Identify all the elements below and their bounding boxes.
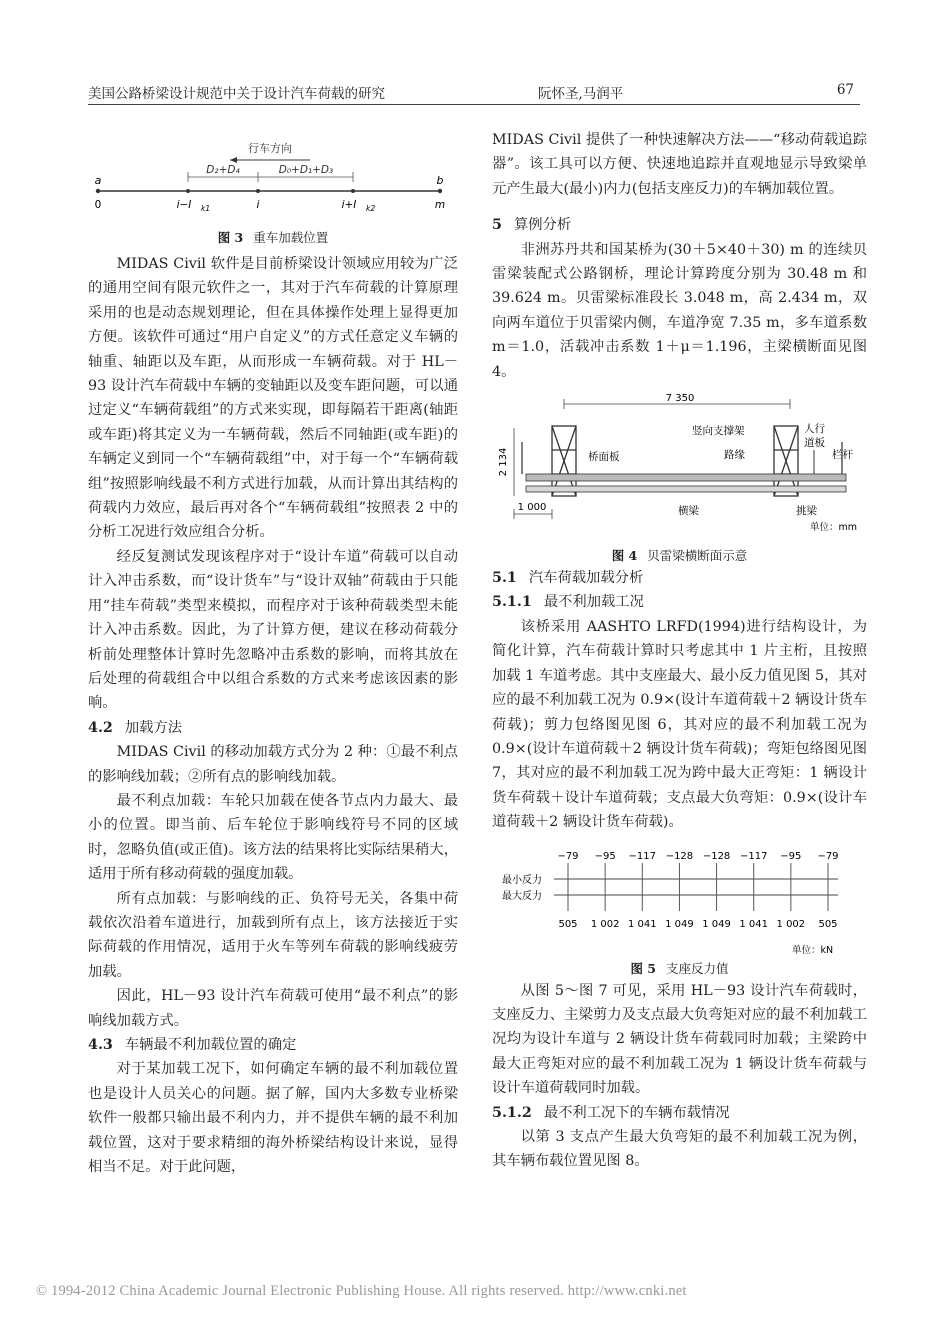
figure-3: [88, 128, 458, 228]
label-rail: 栏杆: [832, 449, 853, 462]
label-cross-beam: 横梁: [678, 505, 699, 518]
label-max-reaction: 最大反力: [502, 890, 542, 902]
figure-3-number: 图 3: [217, 230, 244, 245]
label-min-reaction: 最小反力: [502, 874, 542, 886]
paragraph: MIDAS Civil 提供了一种快速解决方法——“移动荷载追踪器”。该工具可以方便、快速地追踪并直观地显示导致梁单元产生最大(最小)内力(包括支座反力)的车辆加载位置。: [492, 132, 867, 197]
tick-i-minus-sub: k1: [201, 204, 211, 213]
max-reaction-value: 505: [818, 918, 838, 930]
direction-arrow-head: [230, 157, 237, 163]
label-walk-1: 人行: [804, 423, 825, 436]
max-reaction-value: 1 049: [665, 918, 694, 930]
min-reaction-value: −117: [739, 850, 768, 862]
figure-3-diagram: [88, 128, 458, 224]
left-column: [88, 128, 458, 1179]
figure-5-diagram: [492, 841, 867, 959]
min-reaction-value: −128: [702, 850, 731, 862]
section-heading-5-1-1: 5.1.1 最不利加载工况: [492, 594, 644, 611]
min-reaction-value: −79: [557, 850, 579, 862]
figure-4-diagram: [492, 390, 867, 546]
deck-slab: [526, 474, 846, 481]
figure-5: [492, 841, 867, 959]
section-heading-5: 5 算例分析: [492, 217, 572, 234]
label-walk-2: 道板: [804, 437, 825, 450]
unit-label: 单位：mm: [810, 522, 858, 534]
max-reaction-value: 1 002: [590, 918, 620, 930]
unit-label: 单位：kN: [792, 944, 834, 956]
paragraph: 经反复测试发现该程序对于“设计车道”荷载可以自动计入冲击系数，而“设计货车”与“设计双轴”荷载由于只能用“挂车荷载”类型来模拟，而程序对于该种荷载类型未能计入冲击系数。因此，为了计算方便，建议在移动荷载分析前处理整体计算时先忽略冲击系数的影响，而将其放在后处理的荷载组合中以组合系数的方式来考虑该因素的影响。: [88, 548, 458, 712]
paragraph: 最不利点加载：车轮只加载在使各节点内力最大、最小的位置。即当前、后车轮位于影响线符号不同的区域时，忽略负值(或正值)。该方法的结果将比实际结果稍大，适用于所有移动荷载的强度加载。: [88, 792, 458, 883]
max-reaction-value: 1 049: [702, 918, 731, 930]
figure-5-caption: 图 5 支座反力值: [630, 960, 729, 976]
paragraph: 因此，HL－93 设计汽车荷载可使用“最不利点”的影响线加载方式。: [88, 988, 458, 1029]
paragraph: 从图 5～图 7 可见，采用 HL－93 设计汽车荷载时，支座反力、主梁剪力及支点最大负弯矩对应的最不利加载工况均为设计车道与 2 辆设计货车荷载同时加载；主梁跨中最大正弯矩对应的最不利加载工况为 1 辆设计货车荷载与设计车道荷载同时加载。: [492, 982, 867, 1097]
section-heading-4-2: 4.2 加载方法: [88, 719, 183, 736]
min-reaction-value: −128: [665, 850, 694, 862]
paragraph: 对于某加载工况下，如何确定车辆的最不利加载位置也是设计人员关心的问题。据了解，国内大多数专业桥梁软件一般都只输出最不利内力，并不提供车辆的最不利加载位置，这对于要求精细的海外桥梁结构设计来说，显得相当不足。对于此问题，: [88, 1061, 458, 1176]
section-heading-5-1: 5.1 汽车荷载加载分析: [492, 570, 644, 587]
section-heading-4-3: 4.3 车辆最不利加载位置的确定: [88, 1037, 297, 1053]
min-reaction-value: −117: [628, 850, 657, 862]
label-brace: 竖向支撑架: [692, 425, 745, 438]
dim-top: 7 350: [665, 393, 695, 405]
dim-left: 2 134: [498, 447, 509, 477]
max-reaction-value: 505: [558, 918, 578, 930]
figure-4-caption: 图 4 贝雷梁横断面示意: [611, 548, 748, 564]
paragraph: MIDAS Civil 软件是目前桥梁设计领域应用较为广泛的通用空间有限元软件之一，其对于汽车荷载的计算原理采用的也是动态规划理论，但在具体操作处理上显得更加方便。该软件可通过“用户自定义”的方式任意定义车辆的轴重、轴距以及车距，从而形成一车辆荷载。对于 HL－93 设计汽车荷载中车辆的变轴距以及变车距问题，可以通过定义“车辆荷载组”的方式来实现，即每隔若干距离(轴距或车距)将其定义为一车辆荷载，然后不同轴距(或车距)的车辆定义到同一个“车辆荷载组”中，对于每一个“车辆荷载组”按照影响线最不利方式进行加载，从而计算出其结构的荷载内力效应，最后再对各个“车辆荷载组”按照表 2 中的分析工况进行效应组合分析。: [88, 256, 458, 541]
cross-beam: [526, 486, 846, 492]
left-truss: [552, 426, 576, 496]
paragraph: 以第 3 支点产生最大负弯矩的最不利加载工况为例，其车辆布载位置见图 8。: [492, 1128, 867, 1170]
max-reaction-value: 1 041: [739, 918, 769, 930]
right-column: [492, 128, 867, 1174]
page-number: 67: [836, 82, 854, 98]
tick-i-plus-sub: k2: [366, 204, 376, 213]
copyright-footer: © 1994-2012 China Academic Journal Electronic Publishing House. All rights reserved. http://www.cnki.net: [36, 1283, 687, 1299]
point-a: a: [94, 174, 102, 187]
paragraph: 所有点加载：与影响线的正、负符号无关，各集中荷载依次沿着车道进行，加载到所有点上，该方法接近于实际荷载的作用情况，适用于火车等列车荷载的影响线疲劳加载。: [88, 890, 458, 980]
authors: 阮怀圣,马润平: [538, 86, 624, 102]
tick-i-minus: i−I: [176, 199, 192, 211]
span1-label: D₂+D₄: [206, 164, 240, 176]
tick-i-plus: i+I: [341, 199, 357, 211]
label-curb: 路缘: [724, 449, 745, 462]
min-reaction-value: −79: [817, 850, 839, 862]
label-deck: 桥面板: [588, 451, 620, 464]
dim-bottom: 1 000: [517, 502, 547, 514]
label-cantilever: 挑梁: [796, 505, 817, 518]
figure-4: [492, 390, 867, 546]
journal-article-title: 美国公路桥梁设计规范中关于设计汽车荷载的研究: [88, 86, 385, 102]
paragraph: 非洲苏丹共和国某桥为(30＋5×40＋30) m 的连续贝雷梁装配式公路钢桥，理论计算跨度分别为 30.48 m 和 39.624 m。贝雷梁标准段长 3.048 m，高 2.434 m，双向两车道位于贝雷梁内侧，车道净宽 7.35 m，多车道系数 m＝1.0，活载冲击系数 1＋μ＝1.196，主梁横断面见图 4。: [492, 241, 867, 380]
point-b: b: [436, 174, 444, 187]
direction-label: 行车方向: [248, 142, 292, 155]
section-heading-5-1-2: 5.1.2 最不利工况下的车辆布载情况: [492, 1104, 730, 1121]
max-reaction-value: 1 041: [627, 918, 657, 930]
min-reaction-value: −95: [594, 850, 616, 862]
figure-3-caption: 图 3 重车加载位置: [217, 230, 329, 245]
right-truss: [774, 426, 798, 496]
min-reaction-value: −95: [780, 850, 802, 862]
tick-m: m: [434, 199, 446, 211]
max-reaction-value: 1 002: [776, 918, 806, 930]
paragraph: 该桥采用 AASHTO LRFD(1994)进行结构设计，为简化计算，汽车荷载计算时只考虑其中 1 片主桁，且按照加载 1 车道考虑。其中支座最大、最小反力值见图 5，其对应的最不利加载工况为 0.9×(设计车道荷载＋2 辆设计货车荷载)；剪力包络图见图 6，其对应的最不利加载工况为 0.9×(设计车道荷载＋2 辆设计货车荷载)；弯矩包络图见图 7，其对应的最不利加载工况为跨中最大正弯矩：1 辆设计货车荷载＋设计车道荷载；支点最大负弯矩：0.9×(设计车道荷载＋2 辆设计货车荷载)。: [492, 618, 867, 831]
tick-i: i: [256, 199, 260, 211]
span2-label: D₀+D₁+D₃: [278, 164, 334, 176]
paragraph: MIDAS Civil 的移动加载方式分为 2 种：①最不利点的影响线加载；②所有点的影响线加载。: [88, 744, 458, 785]
running-header: [88, 80, 860, 105]
tick-0: 0: [94, 199, 102, 211]
